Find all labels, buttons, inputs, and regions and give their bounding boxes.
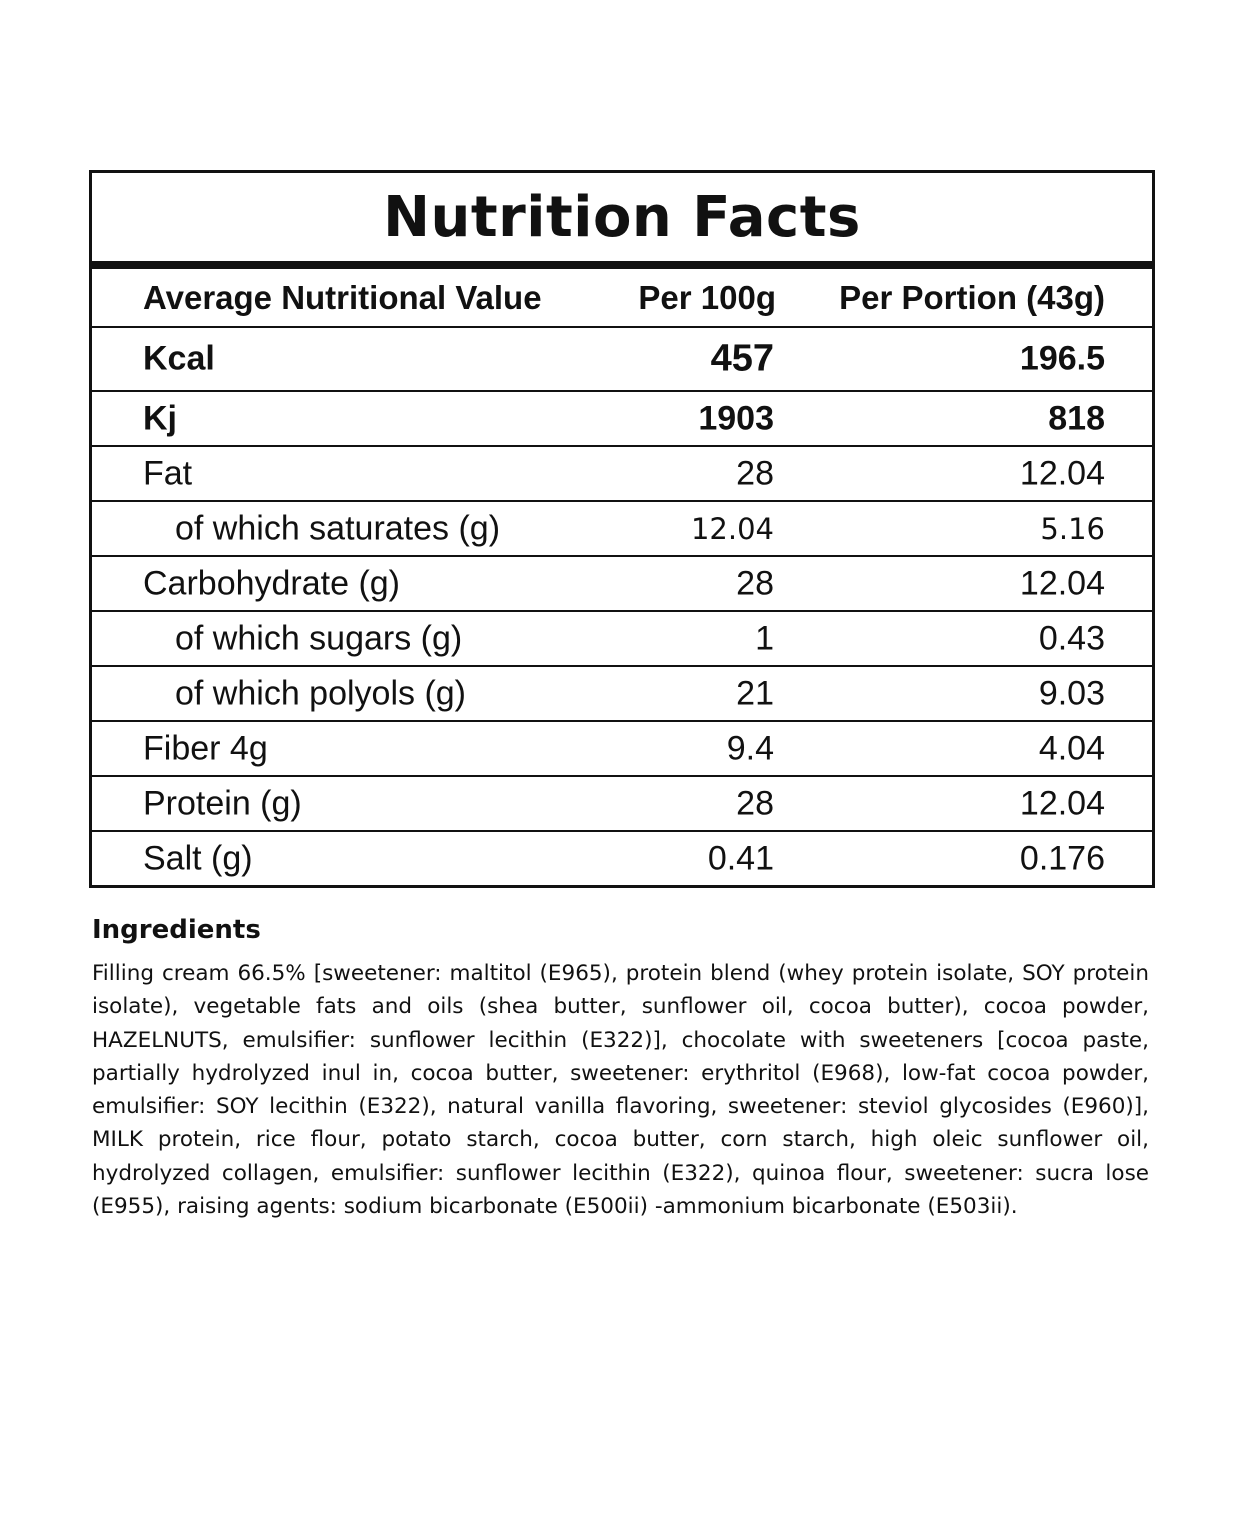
row-label: of which polyols (g) <box>175 674 467 712</box>
row-label: of which saturates (g) <box>175 509 501 547</box>
row-label: Kcal <box>143 339 215 378</box>
table-row <box>92 557 1152 612</box>
header-portion: Per Portion (43g) <box>839 278 1105 316</box>
table-row <box>92 328 1152 392</box>
table-row <box>92 447 1152 502</box>
row-per100: 0.41 <box>707 839 774 877</box>
row-per100: 21 <box>736 674 774 712</box>
row-portion: 12.04 <box>1019 454 1105 492</box>
table-row <box>92 722 1152 777</box>
table-row <box>92 612 1152 667</box>
row-label: of which sugars (g) <box>175 619 463 657</box>
ingredients-text: Filling cream 66.5% [sweetener: maltitol (E965), protein blend (whey protein isolate, SOY protein isolate), vegetable fats and oils (shea butter, sunflower oil, cocoa butter), cocoa powder, HAZELNUTS, emulsifier: sunflower lecithin (E322)], chocolate with sweeteners [cocoa paste, partially hydrolyzed inul in, cocoa butter, sweetener: erythritol (E968), low-fat cocoa powder, emulsifier: SOY lecithin (E322), natural vanilla flavoring, sweetener: steviol glycosides (E960)], MILK protein, rice flour, potato starch, cocoa butter, corn starch, high oleic sunflower oil, hydrolyzed collagen, emulsifier: sunflower lecithin (E322), quinoa flour, sweetener: sucra lose (E955), raising agents: sodium bicarbonate (E500ii) -ammonium bicarbonate (E503ii). <box>92 961 1149 1220</box>
row-portion: 196.5 <box>1019 339 1105 378</box>
row-per100: 1903 <box>698 399 774 437</box>
row-label: Kj <box>143 399 177 437</box>
row-label: Salt (g) <box>143 839 253 877</box>
row-portion: 4.04 <box>1038 729 1105 767</box>
row-per100: 28 <box>736 784 774 822</box>
row-per100: 457 <box>710 337 774 380</box>
table-row <box>92 667 1152 722</box>
row-per100: 12.04 <box>690 511 774 546</box>
row-label: Fat <box>143 454 193 492</box>
table-header-row <box>92 269 1152 328</box>
table-row <box>92 777 1152 832</box>
row-portion: 0.176 <box>1019 839 1105 877</box>
row-label: Carbohydrate (g) <box>143 564 401 602</box>
nutrition-facts-panel <box>89 170 1155 888</box>
ingredients-section <box>92 915 1149 1223</box>
row-portion: 12.04 <box>1019 564 1105 602</box>
row-per100: 1 <box>755 619 774 657</box>
header-label: Average Nutritional Value <box>143 278 542 316</box>
header-per100: Per 100g <box>638 278 776 316</box>
row-portion: 5.16 <box>1040 511 1105 546</box>
row-portion: 818 <box>1048 399 1105 437</box>
row-label: Fiber 4g <box>143 729 268 767</box>
row-per100: 28 <box>736 564 774 602</box>
nutrition-title: Nutrition Facts <box>92 173 1152 269</box>
ingredients-heading: Ingredients <box>92 915 261 945</box>
row-per100: 9.4 <box>726 729 774 767</box>
table-row <box>92 502 1152 557</box>
row-portion: 12.04 <box>1019 784 1105 822</box>
table-row <box>92 392 1152 447</box>
row-portion: 9.03 <box>1038 674 1105 712</box>
row-per100: 28 <box>736 454 774 492</box>
row-label: Protein (g) <box>143 784 302 822</box>
table-row <box>92 832 1152 885</box>
row-portion: 0.43 <box>1038 619 1105 657</box>
